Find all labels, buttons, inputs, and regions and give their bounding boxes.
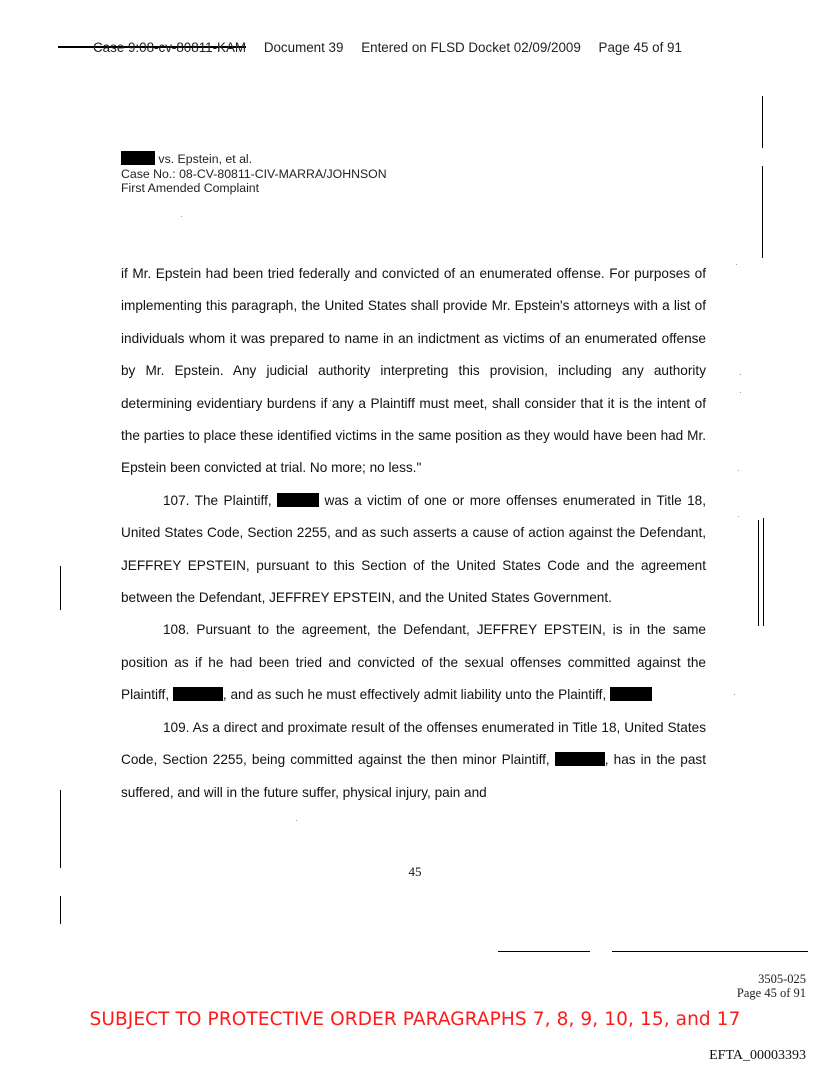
redaction-box (555, 752, 605, 766)
scan-speck (740, 392, 741, 393)
protective-order-notice: SUBJECT TO PROTECTIVE ORDER PARAGRAPHS 7, 8, 9, 10, 15, and 17 (89, 1009, 741, 1030)
redaction-box (121, 151, 155, 165)
scan-speck (736, 264, 737, 265)
caption-parties: vs. Epstein, et al. (121, 151, 387, 167)
redaction-box (277, 493, 319, 507)
margin-bar (762, 96, 763, 148)
margin-bar (60, 566, 61, 610)
header-page: Page 45 of 91 (598, 40, 682, 55)
scan-speck (181, 216, 182, 217)
page-number: 45 (408, 864, 422, 879)
scan-speck (734, 694, 735, 695)
margin-bar (758, 520, 759, 626)
scan-speck (738, 516, 739, 517)
margin-bar (60, 896, 61, 924)
paragraph-109: 109. As a direct and proximate result of the offenses enumerated in Title 18, United States Code, Section 2255, being committed against the then minor Plaintiff, , has in the past suffered, and will in the future suffer, physical injury, pain and (121, 719, 706, 800)
margin-bar (762, 166, 763, 258)
paragraph-continuation: if Mr. Epstein had been tried federally and convicted of an enumerated offense. For purposes of implementing this paragraph, the United States shall provide Mr. Epstein's attorneys with a list of individuals whom it was prepared to name in an indictment as victims of an enumerated offense by Mr. Epstein. Any judicial authority interpreting this provision, including any authority determining evidentiary burdens if any a Plaintiff must meet, shall consider that it is the intent of the parties to place these identified victims in the same position as they would have been had Mr. Epstein been convicted at trial. No more; no less." (121, 266, 706, 476)
caption-case-no: Case No.: 08-CV-80811-CIV-MARRA/JOHNSON (121, 166, 387, 181)
redaction-box (610, 687, 652, 701)
bates-page: Page 45 of 91 (736, 986, 806, 1000)
bottom-rule (498, 951, 590, 952)
header-case: Case 9:08-cv-80811-KAM (93, 40, 247, 55)
caption-title: First Amended Complaint (121, 181, 260, 195)
header-entered: Entered on FLSD Docket 02/09/2009 (361, 40, 581, 55)
margin-bar (60, 790, 61, 868)
complaint-body (121, 258, 706, 809)
bates-number: 3505-025 (758, 972, 806, 986)
docket-header (93, 40, 682, 55)
efta-identifier: EFTA_00003393 (709, 1048, 806, 1063)
paragraph-107: 107. The Plaintiff, was a victim of one or more offenses enumerated in Title 18, United States Code, Section 2255, and as such asserts a cause of action against the Defendant, JEFFREY EPSTEIN, pursuant to this Section of the United States Code and the agreement between the Defendant, JEFFREY EPSTEIN, and the United States Government. (121, 492, 706, 606)
case-caption (121, 151, 387, 196)
margin-bar (763, 518, 764, 626)
redaction-box (173, 687, 223, 701)
scan-speck (296, 820, 297, 821)
header-document: Document 39 (263, 40, 344, 55)
bates-stamp (737, 972, 806, 1000)
bottom-rule (612, 951, 808, 952)
paragraph-108: 108. Pursuant to the agreement, the Defendant, JEFFREY EPSTEIN, is in the same position as if he had been tried and convicted of the sexual offenses committed against the Plaintiff, , and as such he must effectively admit liability unto the Plaintiff, (121, 622, 706, 703)
scan-speck (740, 374, 741, 375)
scan-speck (738, 470, 739, 471)
